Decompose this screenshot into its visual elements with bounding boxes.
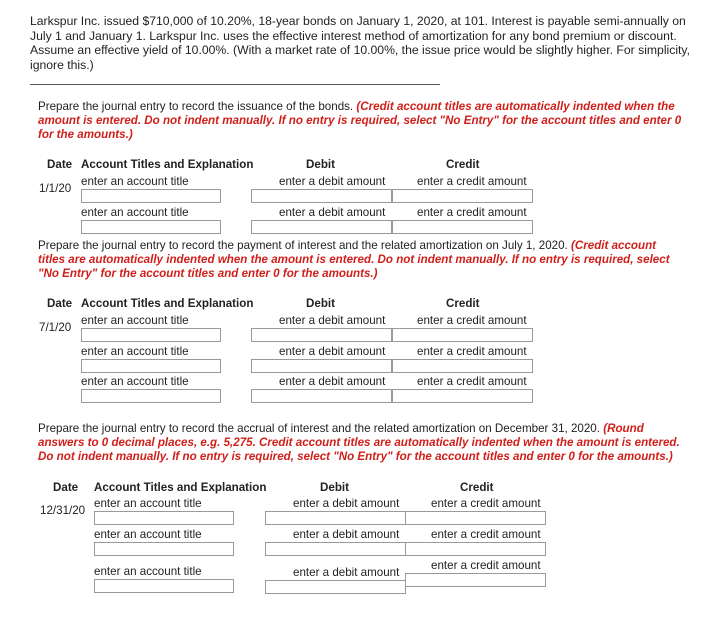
credit-header: Credit bbox=[446, 297, 480, 310]
credit-amount-input[interactable] bbox=[392, 189, 533, 203]
account-placeholder: enter an account title bbox=[81, 345, 189, 358]
credit-placeholder: enter a credit amount bbox=[417, 314, 527, 327]
account-placeholder: enter an account title bbox=[81, 314, 189, 327]
date-header: Date bbox=[53, 481, 79, 494]
debit-amount-input[interactable] bbox=[265, 511, 406, 525]
credit-placeholder: enter a credit amount bbox=[417, 375, 527, 388]
credit-header: Credit bbox=[446, 158, 480, 171]
entry-date: 7/1/20 bbox=[39, 321, 72, 334]
account-header: Account Titles and Explanation bbox=[81, 158, 254, 171]
account-title-input[interactable] bbox=[94, 542, 234, 556]
instruction-3-prompt: Prepare the journal entry to record the accrual of interest and the related amortization on December 31, 2020. bbox=[38, 422, 600, 435]
account-title-input[interactable] bbox=[81, 189, 221, 203]
account-placeholder: enter an account title bbox=[81, 175, 189, 188]
instruction-1-note: (Credit account titles are automatically indented when the amount is entered. Do not indent manually. If no entry is required, select "No Entry" for the account titles and enter 0 for the amounts.) bbox=[38, 100, 682, 142]
account-placeholder: enter an account title bbox=[94, 497, 202, 510]
account-placeholder: enter an account title bbox=[81, 375, 189, 388]
date-header: Date bbox=[47, 297, 73, 310]
debit-placeholder: enter a debit amount bbox=[293, 528, 400, 541]
debit-amount-input[interactable] bbox=[265, 580, 406, 594]
instruction-2-note: (Credit account titles are automatically indented when the amount is entered. Do not indent manually. If no entry is required, select "No Entry" for the account titles and enter 0 for the amounts.) bbox=[38, 239, 670, 281]
account-title-input[interactable] bbox=[81, 220, 221, 234]
debit-placeholder: enter a debit amount bbox=[279, 314, 386, 327]
credit-header: Credit bbox=[460, 481, 494, 494]
debit-header: Debit bbox=[306, 297, 335, 310]
debit-header: Debit bbox=[306, 158, 335, 171]
account-title-input[interactable] bbox=[81, 328, 221, 342]
divider bbox=[30, 84, 440, 85]
debit-amount-input[interactable] bbox=[251, 220, 392, 234]
account-title-input[interactable] bbox=[94, 511, 234, 525]
account-placeholder: enter an account title bbox=[81, 206, 189, 219]
entry-date: 1/1/20 bbox=[39, 182, 72, 195]
debit-placeholder: enter a debit amount bbox=[293, 497, 400, 510]
account-placeholder: enter an account title bbox=[94, 528, 202, 541]
credit-amount-input[interactable] bbox=[405, 542, 546, 556]
account-header: Account Titles and Explanation bbox=[81, 297, 254, 310]
instruction-1 bbox=[38, 100, 686, 143]
credit-amount-input[interactable] bbox=[392, 220, 533, 234]
debit-amount-input[interactable] bbox=[251, 189, 392, 203]
problem-statement: Larkspur Inc. issued $710,000 of 10.20%, 18-year bonds on January 1, 2020, at 101. Interest is payable semi-annually on July 1 and January 1. Larkspur Inc. uses the effective interest method of amortization for any bond premium or discount. Assume an effective yield of 10.00%. (With a market rate of 10.00%, the issue price would be slightly higher. For simplicity, ignore this.) bbox=[30, 14, 691, 72]
date-header: Date bbox=[47, 158, 73, 171]
account-placeholder: enter an account title bbox=[94, 565, 202, 578]
debit-placeholder: enter a debit amount bbox=[279, 206, 386, 219]
entry-date: 12/31/20 bbox=[40, 504, 86, 517]
debit-placeholder: enter a debit amount bbox=[279, 345, 386, 358]
instruction-3-note: (Round answers to 0 decimal places, e.g. 5,275. Credit account titles are automatically indented when the amount is entered. Do not indent manually. If no entry is required, select "No Entry" for the account titles and enter 0 for the amounts.) bbox=[38, 422, 680, 464]
debit-amount-input[interactable] bbox=[251, 328, 392, 342]
credit-placeholder: enter a credit amount bbox=[417, 345, 527, 358]
credit-placeholder: enter a credit amount bbox=[417, 175, 527, 188]
debit-amount-input[interactable] bbox=[251, 359, 392, 373]
instruction-2 bbox=[38, 239, 686, 282]
debit-amount-input[interactable] bbox=[251, 389, 392, 403]
credit-amount-input[interactable] bbox=[405, 511, 546, 525]
debit-amount-input[interactable] bbox=[265, 542, 406, 556]
debit-placeholder: enter a debit amount bbox=[279, 175, 386, 188]
credit-amount-input[interactable] bbox=[392, 359, 533, 373]
credit-placeholder: enter a credit amount bbox=[431, 497, 541, 510]
account-title-input[interactable] bbox=[81, 359, 221, 373]
credit-amount-input[interactable] bbox=[392, 328, 533, 342]
credit-amount-input[interactable] bbox=[405, 573, 546, 587]
debit-placeholder: enter a debit amount bbox=[293, 566, 400, 579]
credit-placeholder: enter a credit amount bbox=[431, 528, 541, 541]
instruction-3 bbox=[38, 422, 686, 465]
instruction-1-prompt: Prepare the journal entry to record the issuance of the bonds. bbox=[38, 100, 354, 113]
debit-placeholder: enter a debit amount bbox=[279, 375, 386, 388]
instruction-2-prompt: Prepare the journal entry to record the payment of interest and the related amortization on July 1, 2020. bbox=[38, 239, 568, 252]
account-title-input[interactable] bbox=[81, 389, 221, 403]
debit-header: Debit bbox=[320, 481, 349, 494]
credit-placeholder: enter a credit amount bbox=[431, 559, 541, 572]
account-title-input[interactable] bbox=[94, 579, 234, 593]
credit-placeholder: enter a credit amount bbox=[417, 206, 527, 219]
account-header: Account Titles and Explanation bbox=[94, 481, 267, 494]
credit-amount-input[interactable] bbox=[392, 389, 533, 403]
